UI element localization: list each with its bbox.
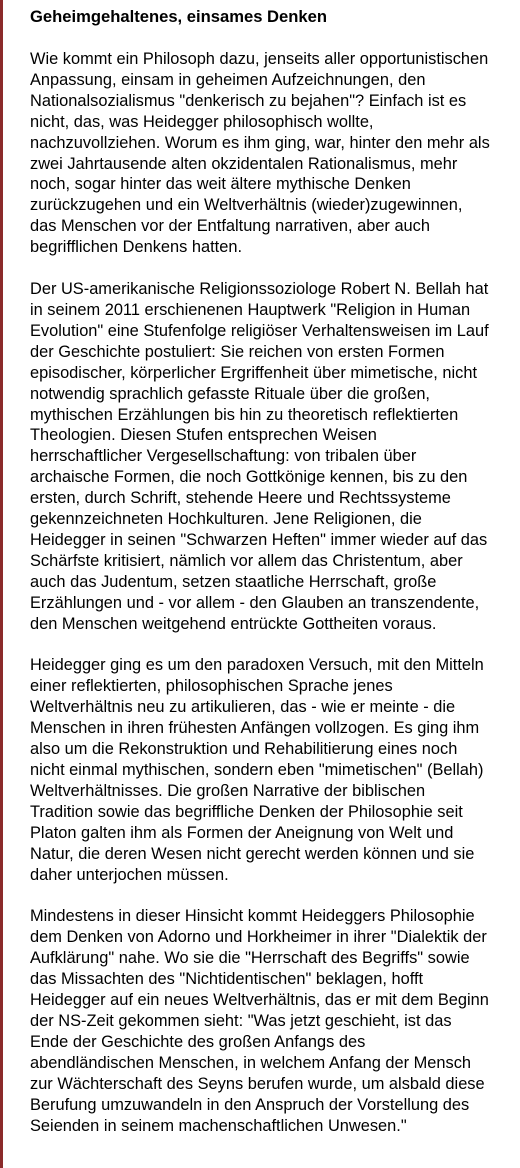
paragraph-2: Der US-amerikanische Religionssoziologe Robert N. Bellah hat in seinem 2011 erschienenen Hauptwerk "Religion in Human Evolution" eine Stufenfolge religiöser Verhaltensweisen im Lauf der Geschichte postuliert: Sie reichen von ersten Formen episodischer, körperlicher Ergriffenheit über mimetische, nicht notwendig sprachlich gefasste Rituale über die großen, mythischen Erzählungen bis hin zu theoretisch reflektierten Theologien. Diesen Stufen entsprechen Weisen herrschaftlicher Vergesellschaftung: von tribalen über archaische Formen, die noch Gottkönige kennen, bis zu den ersten, durch Schrift, stehende Heere und Rechtssysteme gekennzeichneten Hochkulturen. Jene Religionen, die Heidegger in seinen "Schwarzen Heften" immer wieder auf das Schärfste kritisiert, nämlich vor allem das Christentum, aber auch das Judentum, setzen staatliche Herrschaft, große Erzählungen und - vor allem - den Glauben an transzendente, den Menschen weitgehend entrückte Gottheiten voraus. [30, 280, 489, 633]
article-body [30, 0, 492, 1136]
left-border-rule [0, 0, 3, 1168]
paragraph-4: Mindestens in dieser Hinsicht kommt Heideggers Philosophie dem Denken von Adorno und Horkheimer in ihrer "Dialektik der Aufklärung" nahe. Wo sie die "Herrschaft des Begriffs" sowie das Missachten des "Nichtidentischen" beklagen, hofft Heidegger auf ein neues Weltverhältnis, das er mit dem Beginn der NS-Zeit gekommen sieht: "Was jetzt geschieht, ist das Ende der Geschichte des großen Anfangs des abendländischen Menschen, in welchem Anfang der Mensch zur Wächterschaft des Seyns berufen wurde, um alsbald diese Berufung umzuwandeln in den Anspruch der Vorstellung des Seienden in seinem machenschaftlichen Unwesen." [30, 907, 489, 1135]
section-heading: Geheimgehaltenes, einsames Denken [30, 7, 327, 26]
paragraph-1: Wie kommt ein Philosoph dazu, jenseits aller opportunistischen Anpassung, einsam in geheimen Aufzeichnungen, den Nationalsozialismus "denkerisch zu bejahen"? Einfach ist es nicht, das, was Heidegger philosophisch wollte, nachzuvollziehen. Worum es ihm ging, war, hinter den mehr als zwei Jahrtausende alten okzidentalen Rationalismus, mehr noch, sogar hinter das weit ältere mythische Denken zurückzugehen und ein Weltverhältnis (wieder)zugewinnen, das Menschen vor der Entfaltung narrativen, aber auch begrifflichen Denkens hatten. [30, 50, 490, 257]
paragraph-3: Heidegger ging es um den paradoxen Versuch, mit den Mitteln einer reflektierten, philosophischen Sprache jenes Weltverhältnis neu zu artikulieren, das - wie er meinte - die Menschen in ihren frühesten Anfängen vollzogen. Es ging ihm also um die Rekonstruktion und Rehabilitierung eines noch nicht einmal mythischen, sondern eben "mimetischen" (Bellah) Weltverhältnisses. Die großen Narrative der biblischen Tradition sowie das begriffliche Denken der Philosophie seit Platon galten ihm als Formen der Aneignung von Welt und Natur, die deren Wesen nicht gerecht werden können und sie daher unterjochen müssen. [30, 656, 484, 884]
